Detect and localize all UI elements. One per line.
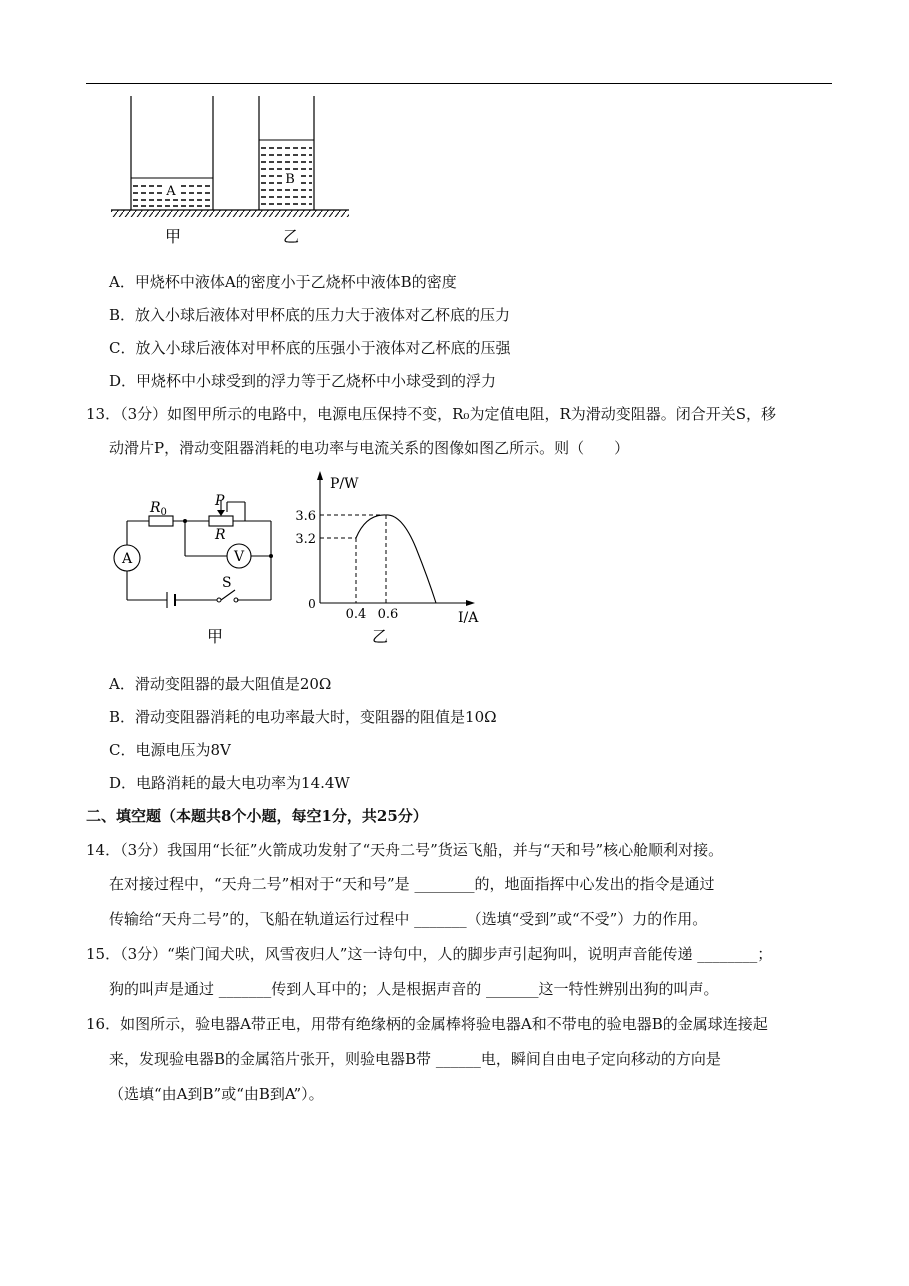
q15-line2: 狗的叫声是通过 _______传到人耳中的；人是根据声音的 _______这一特性辨别出狗的叫声。: [109, 980, 719, 998]
ammeter-label: A: [121, 551, 133, 567]
q13-stem-line2: 动滑片P，滑动变阻器消耗的电功率与电流关系的图像如图乙所示。则（ ）: [109, 439, 630, 457]
beaker-b: [259, 96, 314, 210]
q14-line3: 传输给“天舟二号”的，飞船在轨道运行过程中 _______（选填“受到”或“不受”）力的作用。: [109, 910, 708, 928]
switch-label: S: [222, 575, 232, 591]
liquid-b-label: B: [285, 172, 295, 187]
q13-option-b: B．滑动变阻器消耗的电功率最大时，变阻器的阻值是10Ω: [109, 708, 497, 726]
q13-option-c: C．电源电压为8V: [109, 741, 231, 759]
y-tick-3.2: 3.2: [295, 532, 316, 547]
r-label: R: [215, 527, 226, 543]
y-axis-label: P/W: [330, 476, 359, 492]
q12-option-b: B．放入小球后液体对甲杯底的压力大于液体对乙杯底的压力: [109, 306, 511, 324]
header-rule: [86, 83, 832, 84]
q16-line1: 16．如图所示，验电器A带正电，用带有绝缘柄的金属棒将验电器A和不带电的验电器B的金属球连接起: [86, 1015, 768, 1033]
graph-caption: 乙: [371, 627, 389, 646]
q12-option-d: D．甲烧杯中小球受到的浮力等于乙烧杯中小球受到的浮力: [109, 372, 497, 390]
beaker-a: [131, 96, 213, 210]
q12-option-a: A．甲烧杯中液体A的密度小于乙烧杯中液体B的密度: [109, 273, 457, 291]
power-current-graph: [290, 468, 500, 650]
x-tick-0.6: 0.6: [377, 607, 399, 622]
q13-option-a: A．滑动变阻器的最大阻值是20Ω: [109, 675, 332, 693]
q13-stem-line1: 13．（3分）如图甲所示的电路中，电源电压保持不变，R₀为定值电阻，R为滑动变阻器。闭合开关S，移: [86, 405, 777, 423]
origin-label: 0: [308, 597, 316, 611]
section-heading: 二、填空题（本题共8个小题，每空1分，共25分）: [86, 807, 428, 825]
circuit-diagram: [105, 490, 285, 650]
x-tick-0.4: 0.4: [345, 607, 367, 622]
q14-line1: 14．（3分）我国用“长征”火箭成功发射了“天舟二号”货运飞船，并与“天和号”核心舱顺利对接。: [86, 841, 724, 859]
q15-line1: 15．（3分）“柴门闻犬吠，风雪夜归人”这一诗句中，人的脚步声引起狗叫，说明声音能传递 ________；: [86, 945, 773, 963]
q14-line2: 在对接过程中，“天舟二号”相对于“天和号”是 ________的，地面指挥中心发出的指令是通过: [109, 875, 715, 893]
beaker-figure: [105, 92, 355, 252]
slider-p-label: P: [215, 493, 225, 509]
circuit-caption: 甲: [206, 627, 224, 646]
y-tick-3.6: 3.6: [295, 509, 316, 524]
r0-label: $R_0$: [150, 500, 167, 518]
liquid-a-label: A: [166, 184, 176, 199]
x-axis-label: I/A: [458, 610, 479, 626]
voltmeter-label: V: [233, 549, 245, 565]
q13-option-d: D．电路消耗的最大电功率为14.4W: [109, 774, 350, 792]
q12-option-c: C．放入小球后液体对甲杯底的压强小于液体对乙杯底的压强: [109, 339, 511, 357]
caption-yi: 乙: [282, 227, 300, 246]
caption-jia: 甲: [164, 227, 182, 246]
q16-line3: （选填“由A到B”或“由B到A”）。: [109, 1085, 324, 1103]
q16-line2: 来，发现验电器B的金属箔片张开，则验电器B带 ______电，瞬间自由电子定向移动的方向是: [109, 1050, 721, 1068]
